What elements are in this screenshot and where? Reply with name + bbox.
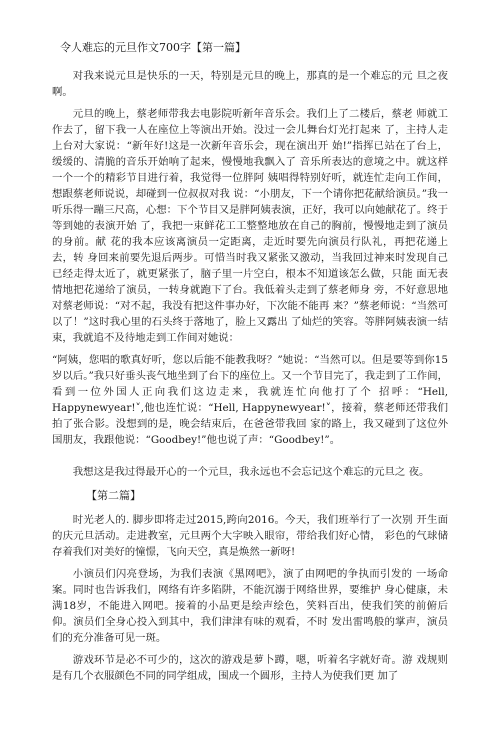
paragraph-classroom: 时光老人的. 脚步即将走过2015,跨向2016。今天，我们班举行了一次别 开生面的庆元旦活动。走进教室，元旦两个大字映入眼帘，带给我们好心情， 彩色的气球储存着我们对美好的憧憬，飞向天空，真是焕然一新呀! [52,514,448,558]
paragraph-intro: 对我来说元旦是快乐的一天，特别是元旦的晚上，那真的是一个难忘的元 旦之夜啊。 [52,70,448,98]
spacer [52,454,448,464]
paragraph-performance: 小演员们闪亮登场，为我们表演《黑网吧》，演了由网吧的争执而引发的 一场命案。同时也告诉我们，网络有许多陷阱，不能沉溺于网络世界，要维护 身心健康，未满18岁，不能进入网吧。接着的小品更是绘声绘色，笑料百出，使我们笑的前俯后仰。演员们全身心投入到其中，我们津津有味的观看，不时 发出雷鸣般的掌声，演员们的充分准备可见一斑。 [52,568,448,644]
document-title: 令人难忘的元旦作文700字【第一篇】 [60,41,246,54]
paragraph-dialogue: “阿姨，您唱的歌真好听，您以后能不能教我呀？”她说：“当然可以。但是要等到你15岁以后。”我只好垂头丧气地坐到了台下的座位上。又一个节目完了，我走到了工作间，看到一位外国人正向我们这边走来，我就连忙向他打了个 招呼：“Hell, Happynewyear!˅,他也连忙说：“Hell, Happynewyear!˅，接着，蔡老师还带我们拍了张合影。没想到的是，晚会结束后，在爸爸带我回 家的路上，我又碰到了这位外国朋友，我跟他说：“Goodbey!”他也说了声：“Goodbey!”。 [52,354,448,446]
paragraph-concert: 元旦的晚上，蔡老师带我去电影院听新年音乐会。我们上了二楼后，蔡老 师就工作去了，留下我一人在座位上等演出开始。没过一会儿舞台灯光打起来 了，主持人走上台对大家说：“新年好!这是一次新年音乐会，现在演出开 始!”指挥已站在了台上，缓缓的、清脆的音乐开始响了起来，慢慢地我飘入了 音乐所表达的意境之中。就这样一个一个的精彩节目进行着，我觉得一位胖阿 姨唱得特别好听，就连忙走向工作间，想跟蔡老师说说，却碰到一位叔叔对我 说：“小朋友，下一个请你把花献给演员。”我一听乐得一蹦三尺高，心想：下个节目又是胖阿姨表演，正好，我可以向她献花了。终于等到她的表演开始 了，我把一束鲜花工工整整地放在自己的胸前，慢慢地走到了演员的身前。献 花的我本应该离演员一定距离，走近时要先向演员行队礼，再把花递上去，转 身回来前要先退后两步。可惜当时我又紧张又激动，当我回过神来时发现自己 已经走得太近了，就更紧张了，脑子里一片空白，根本不知道该怎么做，只能 面无表情地把花递给了演员，一转身就跑下了台。我低着头走到了蔡老师身 旁，不好意思地对蔡老师说：“对不起，我没有把这件事办好，下次能不能再 来？”蔡老师说：“当然可以了！”这时我心里的石头终于落地了，脸上又露出 了灿烂的笑容。等胖阿姨表演一结束，我就追不及待地走到工作间对她说： [52,108,448,344]
paragraph-conclusion: 我想这是我过得最开心的一个元旦，我永远也不会忘记这个难忘的元旦之 夜。 [72,466,430,478]
paragraph-game: 游戏环节是必不可少的，这次的游戏是萝卜蹲，嗯，听着名字就好奇。游 戏规则是有几个衣服颜色不同的同学组成，围成一个圆形，主持人为使我们更 加了 [52,654,448,682]
section-heading: 【第二篇】 [86,489,141,502]
